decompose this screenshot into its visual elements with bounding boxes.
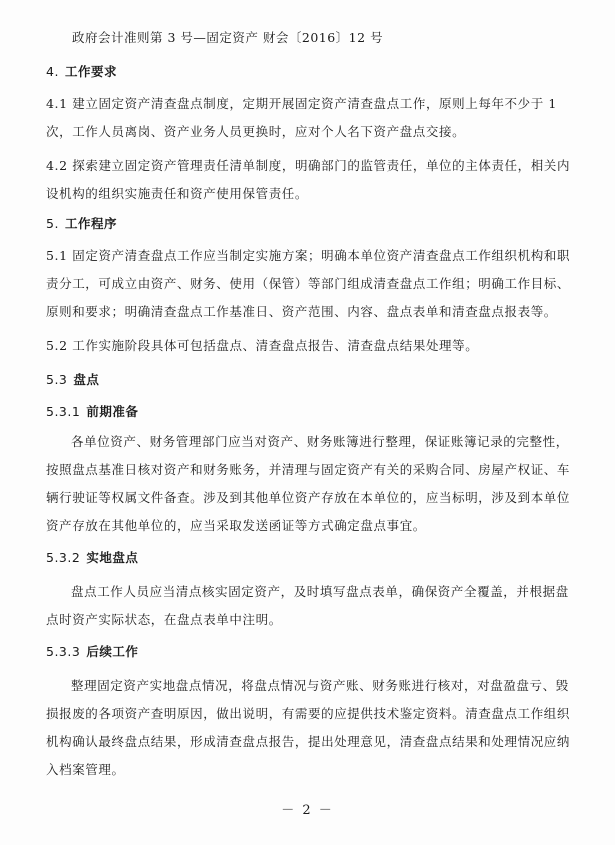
section-5-3-3-heading [46, 642, 138, 660]
paragraph-5-3-1: 各单位资产、财务管理部门应当对资产、财务账簿进行整理，保证账簿记录的完整性，按照盘点基准日核对资产和财务账务，并清理与固定资产有关的采购合同、房屋产权证、车辆行驶证等权属文件备查。涉及到其他单位资产存放在本单位的，应当标明，涉及到本单位资产存放在其他单位的，应当采取发送函证等方式确定盘点事宜。 [46, 434, 571, 533]
paragraph-4-2: 4.2 探索建立固定资产管理责任清单制度，明确部门的监管责任，单位的主体责任，相关内设机构的组织实施责任和资产使用保管责任。 [46, 158, 571, 201]
section-number: 5.3.3 [46, 644, 81, 659]
section-5-3-2-heading [46, 548, 138, 566]
paragraph-5-3-2: 盘点工作人员应当清点核实固定资产，及时填写盘点表单，确保资产全覆盖，并根据盘点时资产实际状态，在盘点表单中注明。 [46, 584, 569, 627]
section-title: 实地盘点 [86, 550, 139, 565]
paragraph-5-2: 5.2 工作实施阶段具体可包括盘点、清查盘点报告、清查盘点结果处理等。 [46, 338, 479, 353]
section-title: 前期准备 [86, 404, 139, 419]
section-4-heading [46, 62, 117, 80]
section-title: 工作要求 [64, 64, 117, 79]
paragraph-4-1: 4.1 建立固定资产清查盘点制度，定期开展固定资产清查盘点工作，原则上每年不少于 1 次，工作人员离岗、资产业务人员更换时，应对个人名下资产盘点交接。 [46, 96, 557, 139]
section-title: 后续工作 [86, 644, 139, 659]
section-number: 4. [46, 64, 59, 79]
paragraph-5-1: 5.1 固定资产清查盘点工作应当制定实施方案；明确本单位资产清查盘点工作组织机构和职责分工，可成立由资产、财务、使用（保管）等部门组成清查盘点工作组；明确工作目标、原则和要求；明确清查盘点工作基准日、资产范围、内容、盘点表单和清查盘点报表等。 [46, 248, 571, 319]
section-number: 5.3 [46, 372, 68, 387]
section-number: 5.3.2 [46, 550, 81, 565]
section-number: 5.3.1 [46, 404, 81, 419]
section-title: 工作程序 [64, 216, 117, 231]
section-5-3-heading [46, 370, 99, 388]
section-title: 盘点 [73, 372, 100, 387]
paragraph-5-3-3: 整理固定资产实地盘点情况，将盘点情况与资产账、财务账进行核对，对盘盈盘亏、毁损报废的各项资产查明原因，做出说明，有需要的应提供技术鉴定资料。清查盘点工作组织机构确认最终盘点结果，形成清查盘点报告，提出处理意见，清查盘点结果和处理情况应纳入档案管理。 [46, 678, 571, 777]
running-header: 政府会计准则第 3 号—固定资产 财会〔2016〕12 号 [72, 30, 384, 45]
section-number: 5. [46, 216, 59, 231]
section-5-3-1-heading [46, 402, 138, 420]
page-number: － 2 － [281, 803, 334, 818]
section-5-heading [46, 214, 117, 232]
